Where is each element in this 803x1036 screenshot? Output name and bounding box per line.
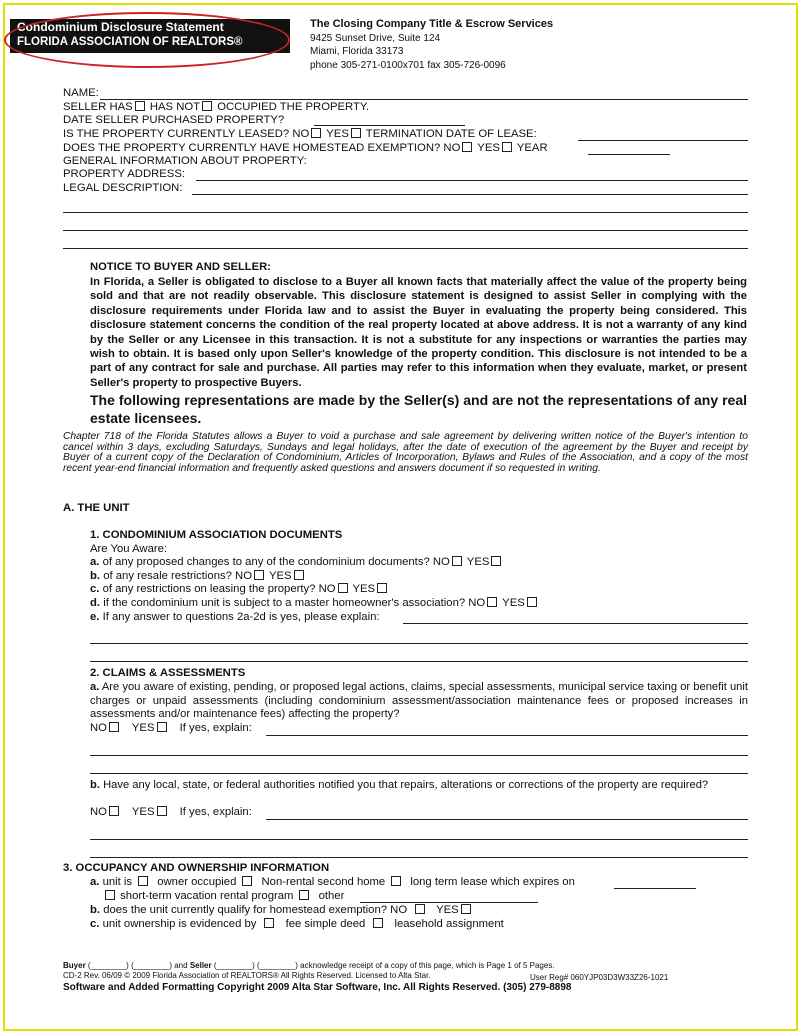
q1c-text: of any restrictions on leasing the property? NO — [102, 583, 336, 595]
q1d-yes-label: YES — [502, 597, 525, 609]
has-not-label: HAS NOT — [149, 101, 201, 113]
q2b-yes-checkbox[interactable] — [157, 806, 167, 816]
question-3a-line2 — [103, 890, 344, 903]
leased-no-checkbox[interactable] — [311, 128, 321, 138]
q1c-no-checkbox[interactable] — [338, 583, 348, 593]
q2a-text: Are you aware of existing, pending, or proposed legal actions, claims, special assessments, municipal service taxing or benefit unit charges or unpaid assessments (including condominium assessment/association maintenance fees or proposed increases in assessments and/or maintenance fees) affecting the property? — [90, 681, 748, 721]
q1e-explain-line-2[interactable] — [90, 643, 748, 644]
footer-buyer-label: Buyer — [63, 961, 86, 970]
termination-date-field[interactable] — [578, 140, 748, 141]
seller-has-checkbox[interactable] — [135, 101, 145, 111]
fee-simple-label: fee simple deed — [285, 918, 366, 930]
question-1b — [90, 570, 306, 583]
long-term-label: long term lease which expires on — [410, 876, 575, 888]
q2b-explain-line-1[interactable] — [266, 819, 748, 820]
date-purchased-field[interactable] — [314, 125, 465, 126]
q2a-explain-line-1[interactable] — [266, 735, 748, 736]
other-field[interactable] — [360, 902, 538, 903]
footer-and: and — [174, 961, 188, 970]
q1a-yes-label: YES — [466, 556, 490, 568]
q3b-yes-checkbox[interactable] — [461, 904, 471, 914]
company-phone: phone 305-271-0100x701 fax 305-726-0096 — [310, 59, 506, 71]
q2b-no-checkbox[interactable] — [109, 806, 119, 816]
buyer-initial-2[interactable]: (________) — [131, 961, 172, 970]
highlight-oval — [4, 12, 290, 68]
name-label: NAME: — [63, 87, 99, 99]
q3a-unit-is: unit is — [102, 876, 133, 888]
q3c-text: unit ownership is evidenced by — [102, 918, 257, 930]
non-rental-label: Non-rental second home — [261, 876, 386, 888]
buyer-initial-1[interactable]: (________) — [87, 961, 129, 970]
q2a-explain-line-2[interactable] — [90, 755, 748, 756]
q2a-no-label: NO — [90, 722, 107, 734]
question-3b — [90, 904, 473, 917]
seller-initial-2[interactable]: (________) — [257, 961, 298, 970]
legal-description-line-2[interactable] — [63, 212, 748, 213]
other-checkbox[interactable] — [299, 890, 309, 900]
q1b-yes-label: YES — [268, 570, 292, 582]
q3b-letter: b. — [90, 904, 101, 916]
q2a-no-checkbox[interactable] — [109, 722, 119, 732]
homestead-yes-checkbox[interactable] — [502, 142, 512, 152]
q1e-letter: e. — [90, 611, 100, 623]
short-term-label: short-term vacation rental program — [120, 890, 294, 902]
occupied-label: OCCUPIED THE PROPERTY. — [217, 101, 370, 113]
q2b-if-yes-label: If yes, explain: — [179, 806, 252, 818]
leased-question: IS THE PROPERTY CURRENTLY LEASED? NO — [63, 128, 310, 140]
footer-user-reg: User Reg# 060YJP03D3W33Z26-1021 — [530, 973, 669, 982]
date-purchased-label: DATE SELLER PURCHASED PROPERTY? — [63, 114, 285, 126]
q1a-letter: a. — [90, 556, 100, 568]
other-label: other — [318, 890, 345, 902]
q3c-letter: c. — [90, 918, 100, 930]
q1e-explain-line-1[interactable] — [403, 623, 748, 624]
footer-software-copyright: Software and Added Formatting Copyright 2009 Alta Star Software, Inc. All Rights Reserved. (305) 279-8898 — [63, 982, 572, 993]
q1d-letter: d. — [90, 597, 101, 609]
owner-occupied-checkbox[interactable] — [138, 876, 148, 886]
q1b-text: of any resale restrictions? NO — [103, 570, 252, 582]
seller-occupied-line — [63, 101, 369, 114]
company-address1: 9425 Sunset Drive, Suite 124 — [310, 32, 441, 44]
short-term-checkbox[interactable] — [105, 890, 115, 900]
legal-description-line-3[interactable] — [63, 230, 748, 231]
question-1d — [90, 597, 539, 610]
question-3a — [90, 876, 575, 889]
leased-yes-label: YES — [326, 128, 349, 140]
homestead-question: DOES THE PROPERTY CURRENTLY HAVE HOMESTEAD EXEMPTION? NO — [63, 142, 461, 154]
non-rental-checkbox[interactable] — [242, 876, 252, 886]
property-address-label: PROPERTY ADDRESS: — [63, 168, 186, 180]
q2b-letter: b. — [90, 779, 100, 791]
q2b-explain-line-2[interactable] — [90, 839, 748, 840]
chapter-718-text: Chapter 718 of the Florida Statutes allows a Buyer to void a purchase and sale agreement by delivering written notice of the Buyer's intention to cancel within 3 days, excluding Saturdays, Sundays and legal holidays, after the date of execution of the agreement by the Buyer and receipt by Buyer of a current copy of the Declaration of Condominium, Articles of Incorporation, Bylaws and Rules of the Association, and a copy of the most recent year-end financial information and frequently asked questions and answers document if so requested in writing. — [63, 431, 748, 474]
question-2a — [90, 681, 748, 722]
footer-seller-label: Seller — [189, 961, 212, 970]
q1b-yes-checkbox[interactable] — [294, 570, 304, 580]
termination-label: TERMINATION DATE OF LEASE: — [365, 128, 537, 140]
company-address2: Miami, Florida 33173 — [310, 46, 404, 57]
legal-description-field[interactable] — [192, 194, 748, 195]
general-info-label: GENERAL INFORMATION ABOUT PROPERTY: — [63, 155, 307, 167]
footer-ack-line — [63, 961, 555, 970]
seller-has-label: SELLER HAS — [63, 101, 133, 113]
q1e-explain-line-3[interactable] — [90, 661, 748, 662]
leasehold-checkbox[interactable] — [373, 918, 383, 928]
leased-line — [63, 128, 537, 141]
homestead-line — [63, 142, 548, 155]
notice-heading: NOTICE TO BUYER AND SELLER: — [90, 261, 271, 273]
section-3-title: 3. OCCUPANCY AND OWNERSHIP INFORMATION — [63, 862, 330, 874]
q2b-explain-line-3[interactable] — [90, 857, 748, 858]
long-term-checkbox[interactable] — [391, 876, 401, 886]
owner-occupied-label: owner occupied — [157, 876, 237, 888]
representations-statement: The following representations are made by the Seller(s) and are not the representations of any real estate licensees. — [90, 392, 747, 426]
section-1-title: 1. CONDOMINIUM ASSOCIATION DOCUMENTS — [90, 529, 343, 541]
section-a-title: A. THE UNIT — [63, 502, 130, 514]
name-field[interactable] — [100, 99, 748, 100]
form-title: Condominium Disclosure Statement — [17, 20, 224, 34]
homestead-yes-label: YES — [477, 142, 500, 154]
q2b-answer-line — [90, 806, 252, 819]
q3a-letter: a. — [90, 876, 100, 888]
footer-form-info: CD-2 Rev. 06/09 © 2009 Florida Association of REALTORS® All Rights Reserved. Licensed to Alta Star. — [63, 971, 431, 980]
q1c-yes-label: YES — [352, 583, 376, 595]
q2b-text: Have any local, state, or federal authorities notified you that repairs, alterations or corrections of the property are required? — [103, 779, 709, 791]
q1d-yes-checkbox[interactable] — [527, 597, 537, 607]
seller-initial-1[interactable]: (________) — [213, 961, 255, 970]
q1a-no-checkbox[interactable] — [452, 556, 462, 566]
q1d-text: if the condominium unit is subject to a master homeowner's association? NO — [103, 597, 486, 609]
q3b-text: does the unit currently qualify for homestead exemption? NO — [103, 904, 408, 916]
are-you-aware-label: Are You Aware: — [90, 543, 168, 555]
question-1c — [90, 583, 389, 596]
question-3c — [90, 918, 504, 931]
company-block — [310, 18, 553, 72]
q2a-if-yes-label: If yes, explain: — [179, 722, 252, 734]
property-address-field[interactable] — [196, 180, 748, 181]
leased-yes-checkbox[interactable] — [351, 128, 361, 138]
q2a-letter: a. — [90, 681, 100, 693]
q1d-no-checkbox[interactable] — [487, 597, 497, 607]
homestead-year-label: YEAR — [516, 142, 548, 154]
lease-expiry-field[interactable] — [614, 888, 696, 889]
q1a-yes-checkbox[interactable] — [491, 556, 501, 566]
q1c-letter: c. — [90, 583, 100, 595]
legal-description-label: LEGAL DESCRIPTION: — [63, 182, 183, 194]
company-name: The Closing Company Title & Escrow Services — [310, 18, 554, 30]
leasehold-label: leasehold assignment — [394, 918, 504, 930]
legal-description-line-4[interactable] — [63, 248, 748, 249]
q2a-yes-label: YES — [131, 722, 155, 734]
q2b-yes-label: YES — [131, 806, 155, 818]
footer-ack-text: acknowledge receipt of a copy of this page, which is Page 1 of 5 Pages. — [300, 961, 555, 970]
homestead-no-checkbox[interactable] — [462, 142, 472, 152]
q2b-no-label: NO — [90, 806, 107, 818]
fee-simple-checkbox[interactable] — [264, 918, 274, 928]
question-2b — [90, 779, 748, 793]
q1e-text: If any answer to questions 2a-2d is yes, please explain: — [102, 611, 380, 623]
has-not-checkbox[interactable] — [202, 101, 212, 111]
section-2-title: 2. CLAIMS & ASSESSMENTS — [90, 667, 246, 679]
homestead-year-field[interactable] — [588, 154, 670, 155]
q3b-yes-label: YES — [436, 904, 459, 916]
q3b-no-checkbox[interactable] — [415, 904, 425, 914]
q2a-yes-checkbox[interactable] — [157, 722, 167, 732]
q2a-answer-line — [90, 722, 252, 735]
notice-body: In Florida, a Seller is obligated to disclose to a Buyer all known facts that materially affect the value of the property being sold and that are not readily observable. This disclosure statement is designed to assist Seller in complying with the disclosure requirements under Florida law and to assist the Buyer in evaluating the property being considered. This disclosure statement concerns the condition of the real property located at above address. It is not a warranty of any kind by the Seller or any Licensee in this transaction. It is not a substitute for any inspections or warranties the parties may wish to obtain. It is based only upon Seller's knowledge of the property condition. This disclosure is not intended to be a part of any contract for sale and purchase. All parties may refer to this information when they evaluate, market, or present Seller's property to prospective Buyers. — [90, 276, 747, 389]
q1b-no-checkbox[interactable] — [254, 570, 264, 580]
q1a-text: of any proposed changes to any of the condominium documents? NO — [102, 556, 450, 568]
question-1e — [90, 611, 380, 624]
form-association: FLORIDA ASSOCIATION OF REALTORS® — [17, 36, 243, 48]
q2a-explain-line-3[interactable] — [90, 773, 748, 774]
q1b-letter: b. — [90, 570, 101, 582]
question-1a — [90, 556, 503, 569]
q1c-yes-checkbox[interactable] — [377, 583, 387, 593]
